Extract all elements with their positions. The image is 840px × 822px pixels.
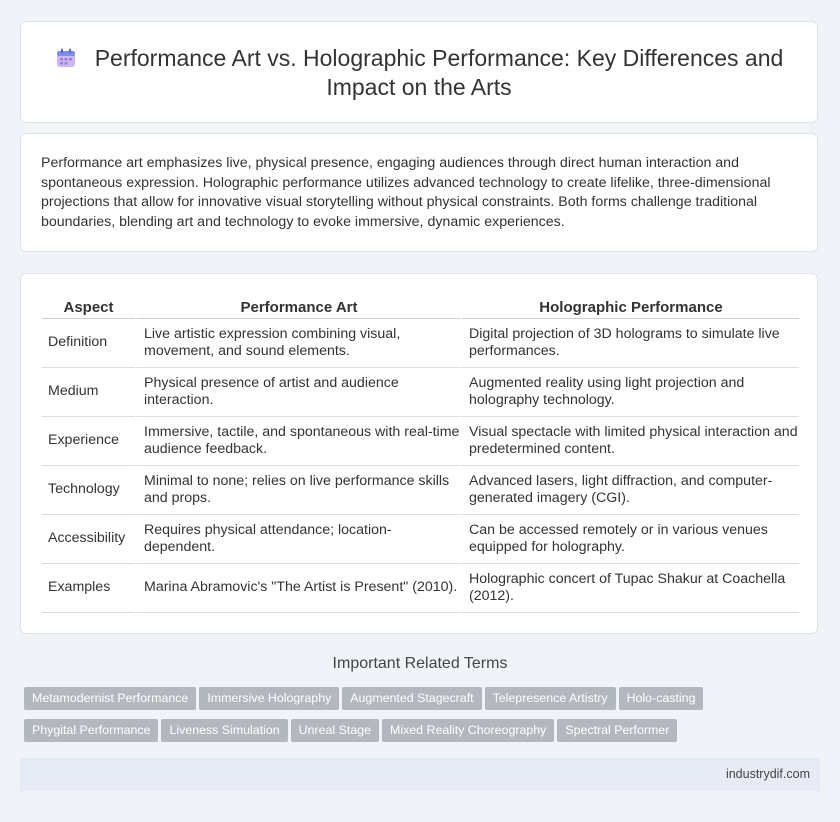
row-holographic: Holographic concert of Tupac Shakur at Coachella (2012). (460, 564, 799, 613)
row-aspect: Examples (42, 564, 135, 613)
row-aspect: Definition (42, 319, 135, 368)
row-aspect: Medium (42, 368, 135, 417)
row-holographic: Can be accessed remotely or in various venues equipped for holography. (460, 515, 799, 564)
comparison-table (42, 296, 799, 613)
row-performance-art: Marina Abramovic's "The Artist is Present" (2010). (135, 564, 460, 613)
related-terms-list (24, 687, 814, 751)
row-holographic: Visual spectacle with limited physical interaction and predetermined content. (460, 417, 799, 466)
calendar-icon (55, 47, 77, 69)
row-aspect: Experience (42, 417, 135, 466)
intro-card (20, 133, 818, 252)
term-tag[interactable]: Telepresence Artistry (485, 687, 616, 710)
page-title: Performance Art vs. Holographic Performance: Key Differences and Impact on the Arts (94, 45, 784, 100)
header-performance-art: Performance Art (135, 296, 460, 319)
term-tag[interactable]: Liveness Simulation (161, 719, 287, 742)
row-holographic: Digital projection of 3D holograms to simulate live performances. (460, 319, 799, 368)
term-tag[interactable]: Spectral Performer (557, 719, 677, 742)
header-card (20, 21, 818, 123)
footer-site[interactable]: industrydif.com (725, 767, 810, 781)
term-tag[interactable]: Holo-casting (619, 687, 704, 710)
row-aspect: Technology (42, 466, 135, 515)
table-row (42, 368, 799, 417)
header-holographic: Holographic Performance (460, 296, 799, 319)
page-title-wrap (21, 44, 817, 102)
related-terms-title: Important Related Terms (332, 655, 508, 672)
footer (20, 758, 820, 791)
header-aspect: Aspect (42, 296, 135, 319)
term-tag[interactable]: Augmented Stagecraft (342, 687, 481, 710)
term-tag[interactable]: Immersive Holography (199, 687, 339, 710)
row-performance-art: Immersive, tactile, and spontaneous with real-time audience feedback. (135, 417, 460, 466)
table-row (42, 564, 799, 613)
row-performance-art: Live artistic expression combining visual, movement, and sound elements. (135, 319, 460, 368)
term-tag[interactable]: Mixed Reality Choreography (382, 719, 554, 742)
term-tag[interactable]: Metamodernist Performance (24, 687, 196, 710)
comparison-card (20, 273, 818, 634)
table-row (42, 417, 799, 466)
row-performance-art: Physical presence of artist and audience interaction. (135, 368, 460, 417)
term-tag[interactable]: Unreal Stage (291, 719, 379, 742)
table-row (42, 466, 799, 515)
row-performance-art: Requires physical attendance; location-dependent. (135, 515, 460, 564)
table-row (42, 319, 799, 368)
row-holographic: Augmented reality using light projection and holography technology. (460, 368, 799, 417)
intro-text: Performance art emphasizes live, physical presence, engaging audiences through direct human interaction and spontaneous expression. Holographic performance utilizes advanced technology to create lifelike, three-dimensional projections that allow for innovative visual storytelling without physical constraints. Both forms challenge traditional boundaries, blending art and technology to evoke immersive, dynamic experiences. (41, 155, 771, 230)
table-row (42, 515, 799, 564)
row-holographic: Advanced lasers, light diffraction, and computer-generated imagery (CGI). (460, 466, 799, 515)
table-header-row (42, 296, 799, 319)
row-aspect: Accessibility (42, 515, 135, 564)
term-tag[interactable]: Phygital Performance (24, 719, 158, 742)
row-performance-art: Minimal to none; relies on live performance skills and props. (135, 466, 460, 515)
